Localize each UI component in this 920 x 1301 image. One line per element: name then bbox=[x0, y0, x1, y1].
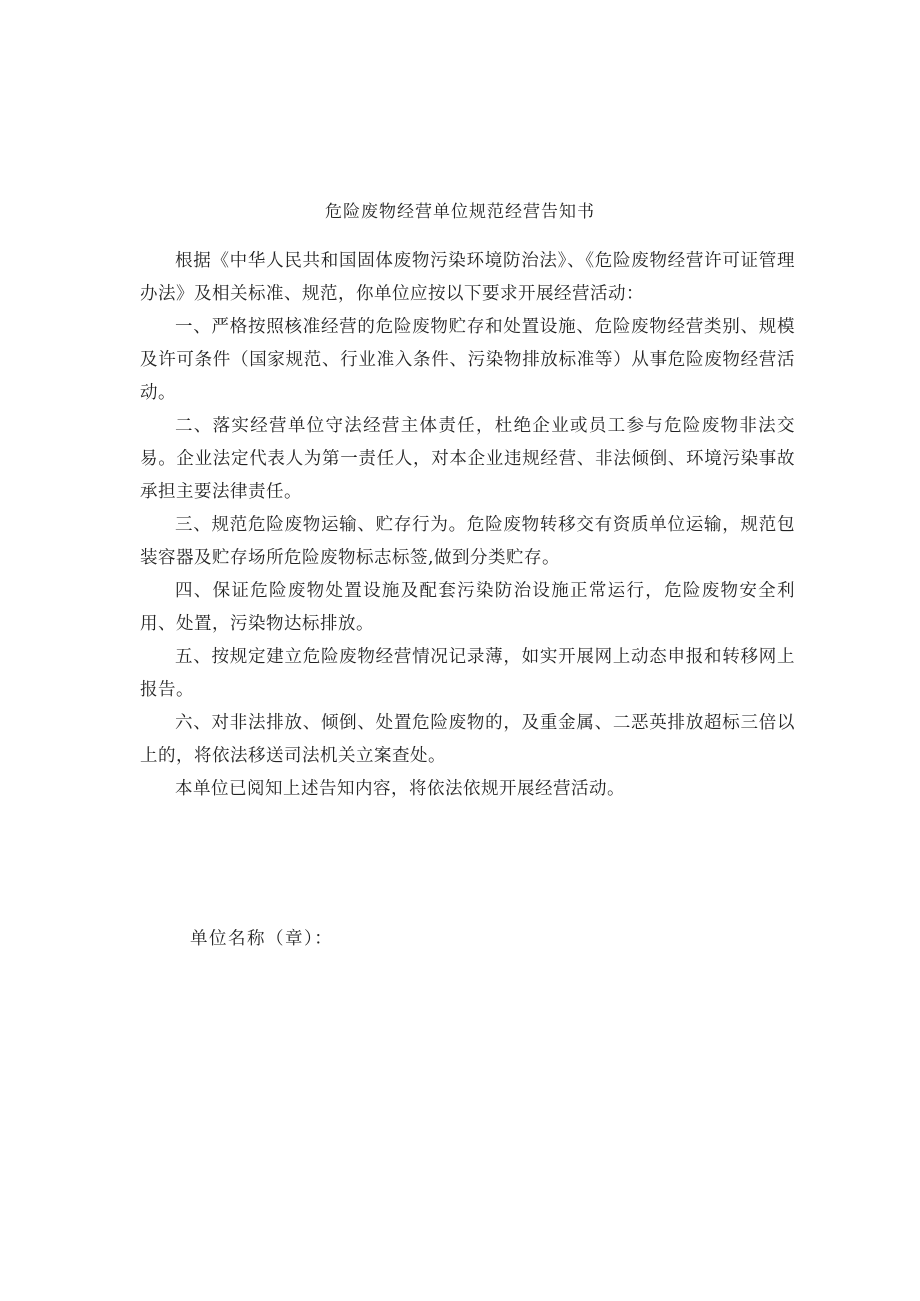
paragraph-item-4: 四、保证危险废物处置设施及配套污染防治设施正常运行，危险废物安全利用、处置，污染物达标排放。 bbox=[140, 581, 795, 634]
paragraph-intro: 根据《中华人民共和国固体废物污染环境防治法》、《危险废物经营许可证管理办法》及相关标准、规范，你单位应按以下要求开展经营活动： bbox=[140, 251, 795, 304]
document-title: 危险废物经营单位规范经营告知书 bbox=[325, 202, 595, 222]
paragraph-item-6: 六、对非法排放、倾倒、处置危险废物的，及重金属、二恶英排放超标三倍以上的，将依法移送司法机关立案查处。 bbox=[140, 713, 795, 766]
document-body bbox=[140, 245, 795, 806]
paragraph-acknowledgement: 本单位已阅知上述告知内容，将依法依规开展经营活动。 bbox=[175, 779, 625, 799]
paragraph-item-1: 一、严格按照核准经营的危险废物贮存和处置设施、危险废物经营类别、规模及许可条件（国家规范、行业准入条件、污染物排放标准等）从事危险废物经营活动。 bbox=[140, 317, 795, 403]
paragraph-item-5: 五、按规定建立危险废物经营情况记录薄，如实开展网上动态申报和转移网上报告。 bbox=[140, 647, 795, 700]
paragraph-item-2: 二、落实经营单位守法经营主体责任，杜绝企业或员工参与危险废物非法交易。企业法定代表人为第一责任人，对本企业违规经营、非法倾倒、环境污染事故承担主要法律责任。 bbox=[140, 416, 795, 502]
paragraph-item-3: 三、规范危险废物运输、贮存行为。危险废物转移交有资质单位运输，规范包装容器及贮存场所危险废物标志标签,做到分类贮存。 bbox=[140, 515, 795, 568]
signature-label: 单位名称（章）： bbox=[190, 929, 334, 949]
